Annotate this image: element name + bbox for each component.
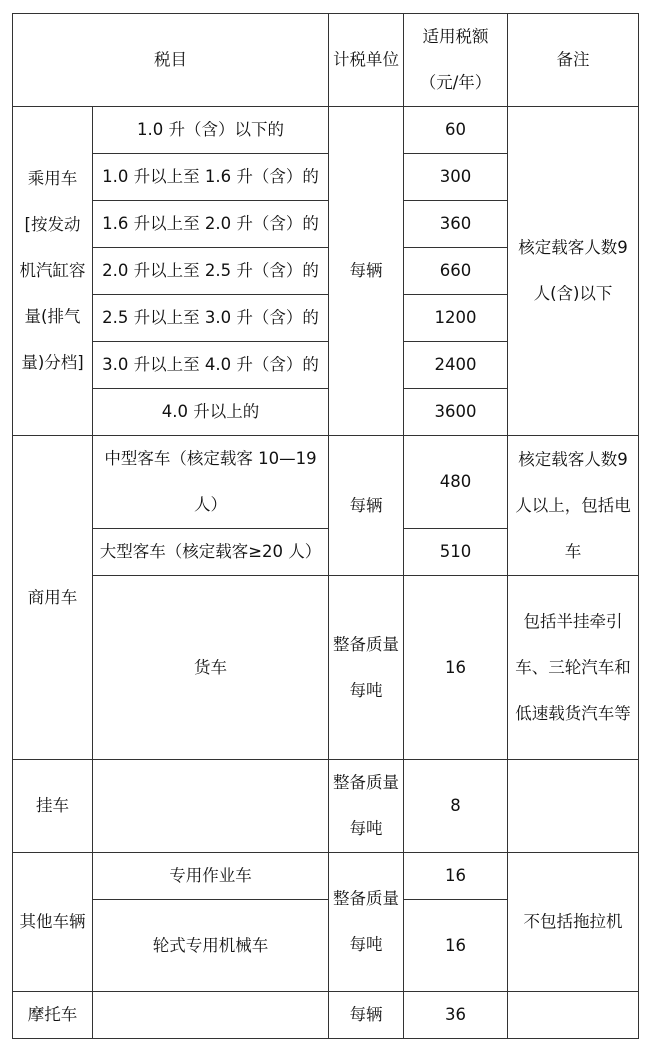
other-amount: 16	[404, 900, 508, 992]
table-row	[13, 107, 639, 154]
table-row	[13, 853, 639, 900]
other-note: 不包括拖拉机	[508, 853, 639, 992]
row-amount: 300	[404, 154, 508, 201]
row-label: 4.0 升以上的	[93, 389, 329, 436]
header-note: 备注	[508, 14, 639, 107]
header-unit: 计税单位	[329, 14, 404, 107]
vehicle-tax-table	[12, 13, 639, 1039]
other-amount: 16	[404, 853, 508, 900]
truck-label: 货车	[93, 576, 329, 760]
passenger-category: 乘用车[按发动机汽缸容量(排气量)分档]	[13, 107, 93, 436]
row-label: 2.5 升以上至 3.0 升（含）的	[93, 295, 329, 342]
commercial-category: 商用车	[13, 436, 93, 760]
motorcycle-label	[93, 992, 329, 1039]
motorcycle-amount: 36	[404, 992, 508, 1039]
passenger-unit: 每辆	[329, 107, 404, 436]
trailer-category: 挂车	[13, 760, 93, 853]
row-amount: 2400	[404, 342, 508, 389]
trailer-amount: 8	[404, 760, 508, 853]
medium-bus-amount: 480	[404, 436, 508, 529]
header-item: 税目	[13, 14, 329, 107]
header-row	[13, 14, 639, 107]
row-label: 3.0 升以上至 4.0 升（含）的	[93, 342, 329, 389]
trailer-unit: 整备质量每吨	[329, 760, 404, 853]
row-amount: 1200	[404, 295, 508, 342]
header-rate: 适用税额（元/年）	[404, 14, 508, 107]
row-label: 2.0 升以上至 2.5 升（含）的	[93, 248, 329, 295]
row-amount: 3600	[404, 389, 508, 436]
row-label: 1.0 升以上至 1.6 升（含）的	[93, 154, 329, 201]
motorcycle-category: 摩托车	[13, 992, 93, 1039]
row-label: 1.6 升以上至 2.0 升（含）的	[93, 201, 329, 248]
large-bus-amount: 510	[404, 529, 508, 576]
row-amount: 360	[404, 201, 508, 248]
row-amount: 60	[404, 107, 508, 154]
other-label: 轮式专用机械车	[93, 900, 329, 992]
trailer-note	[508, 760, 639, 853]
bus-note: 核定载客人数9人以上，包括电车	[508, 436, 639, 576]
row-label: 1.0 升（含）以下的	[93, 107, 329, 154]
truck-unit: 整备质量每吨	[329, 576, 404, 760]
medium-bus-label: 中型客车（核定载客 10—19 人）	[93, 436, 329, 529]
trailer-label	[93, 760, 329, 853]
large-bus-label: 大型客车（核定载客≥20 人）	[93, 529, 329, 576]
table-row	[13, 992, 639, 1039]
truck-amount: 16	[404, 576, 508, 760]
table-row	[13, 576, 639, 760]
other-label: 专用作业车	[93, 853, 329, 900]
other-unit: 整备质量每吨	[329, 853, 404, 992]
motorcycle-unit: 每辆	[329, 992, 404, 1039]
row-amount: 660	[404, 248, 508, 295]
motorcycle-note	[508, 992, 639, 1039]
bus-unit: 每辆	[329, 436, 404, 576]
other-category: 其他车辆	[13, 853, 93, 992]
passenger-note: 核定载客人数9人(含)以下	[508, 107, 639, 436]
truck-note: 包括半挂牵引车、三轮汽车和低速载货汽车等	[508, 576, 639, 760]
table-row	[13, 436, 639, 529]
table-row	[13, 760, 639, 853]
